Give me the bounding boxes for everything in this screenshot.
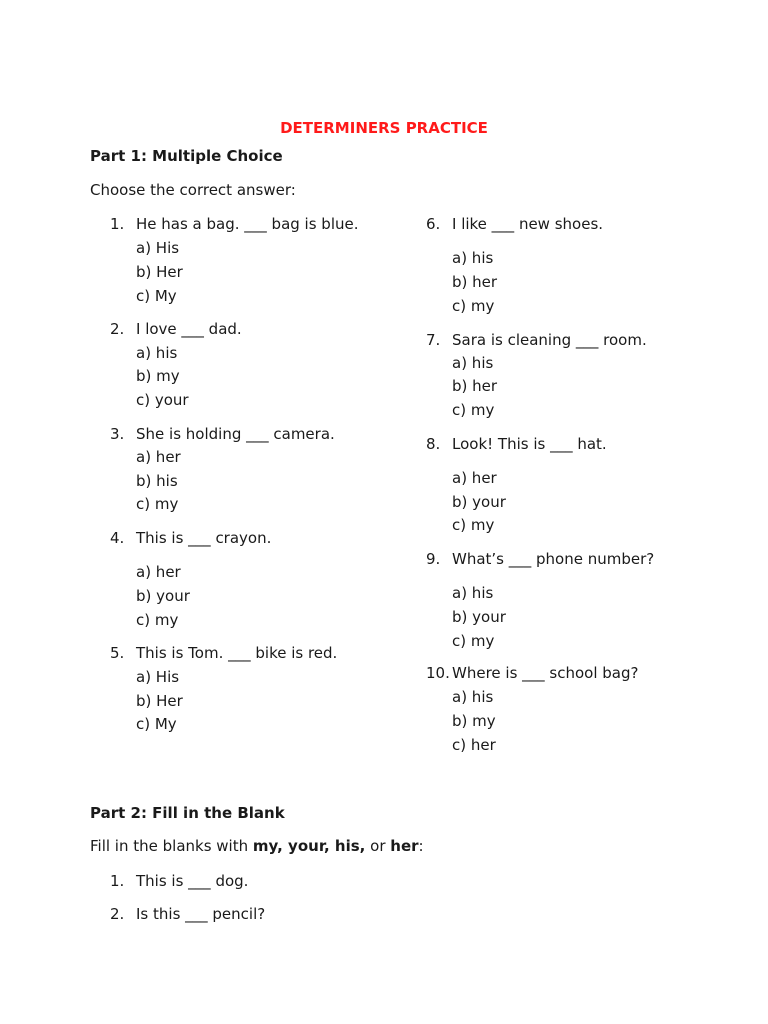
question-number: 4. xyxy=(110,529,125,547)
option: c) my xyxy=(452,297,495,315)
option: c) my xyxy=(452,401,495,419)
part2-heading: Part 2: Fill in the Blank xyxy=(90,804,285,822)
option: c) My xyxy=(136,715,177,733)
item-number: 2. xyxy=(110,905,125,923)
option: b) his xyxy=(136,472,178,490)
instruction-text: or xyxy=(365,837,391,855)
option: b) Her xyxy=(136,692,183,710)
option: a) his xyxy=(136,344,178,362)
option: c) her xyxy=(452,736,496,754)
item-text: This is ___ dog. xyxy=(136,872,249,890)
question-number: 5. xyxy=(110,644,125,662)
option: a) his xyxy=(452,584,494,602)
instruction-bold-text: my, your, his, xyxy=(252,837,366,855)
option: b) your xyxy=(136,587,190,605)
instruction-bold-text: her xyxy=(390,837,419,855)
option: b) my xyxy=(452,712,496,730)
option: b) Her xyxy=(136,263,183,281)
option: a) her xyxy=(136,448,181,466)
question-text: Sara is cleaning ___ room. xyxy=(452,331,647,349)
part2-instruction xyxy=(90,837,424,855)
option: a) his xyxy=(452,688,494,706)
option: a) His xyxy=(136,239,180,257)
option: c) your xyxy=(136,391,189,409)
option: b) my xyxy=(136,367,180,385)
option: c) my xyxy=(136,611,179,629)
question-number: 3. xyxy=(110,425,125,443)
option: b) her xyxy=(452,377,498,395)
question-text: She is holding ___ camera. xyxy=(136,425,335,443)
question-number: 10. xyxy=(426,664,450,682)
option: a) her xyxy=(452,469,497,487)
question-text: Where is ___ school bag? xyxy=(452,664,639,682)
question-text: This is ___ crayon. xyxy=(136,529,272,547)
item-text: Is this ___ pencil? xyxy=(136,905,266,923)
question-text: He has a bag. ___ bag is blue. xyxy=(136,215,359,233)
option: c) my xyxy=(136,495,179,513)
question-number: 6. xyxy=(426,215,441,233)
item-number: 1. xyxy=(110,872,125,890)
question-number: 8. xyxy=(426,435,441,453)
worksheet-title: DETERMINERS PRACTICE xyxy=(280,119,488,137)
option: b) your xyxy=(452,493,506,511)
option: b) your xyxy=(452,608,506,626)
option: c) my xyxy=(452,632,495,650)
option: c) My xyxy=(136,287,177,305)
question-text: I like ___ new shoes. xyxy=(452,215,604,233)
option: a) His xyxy=(136,668,180,686)
option: c) my xyxy=(452,516,495,534)
option: a) his xyxy=(452,354,494,372)
question-number: 1. xyxy=(110,215,125,233)
question-number: 7. xyxy=(426,331,441,349)
option: a) his xyxy=(452,249,494,267)
option: a) her xyxy=(136,563,181,581)
question-text: I love ___ dad. xyxy=(136,320,242,338)
question-text: Look! This is ___ hat. xyxy=(452,435,607,453)
question-text: This is Tom. ___ bike is red. xyxy=(136,644,338,662)
question-text: What’s ___ phone number? xyxy=(452,550,655,568)
part1-heading: Part 1: Multiple Choice xyxy=(90,147,283,165)
part1-instruction: Choose the correct answer: xyxy=(90,181,296,199)
instruction-text: : xyxy=(418,837,424,855)
option: b) her xyxy=(452,273,498,291)
question-number: 2. xyxy=(110,320,125,338)
instruction-text: Fill in the blanks with xyxy=(90,837,253,855)
question-number: 9. xyxy=(426,550,441,568)
